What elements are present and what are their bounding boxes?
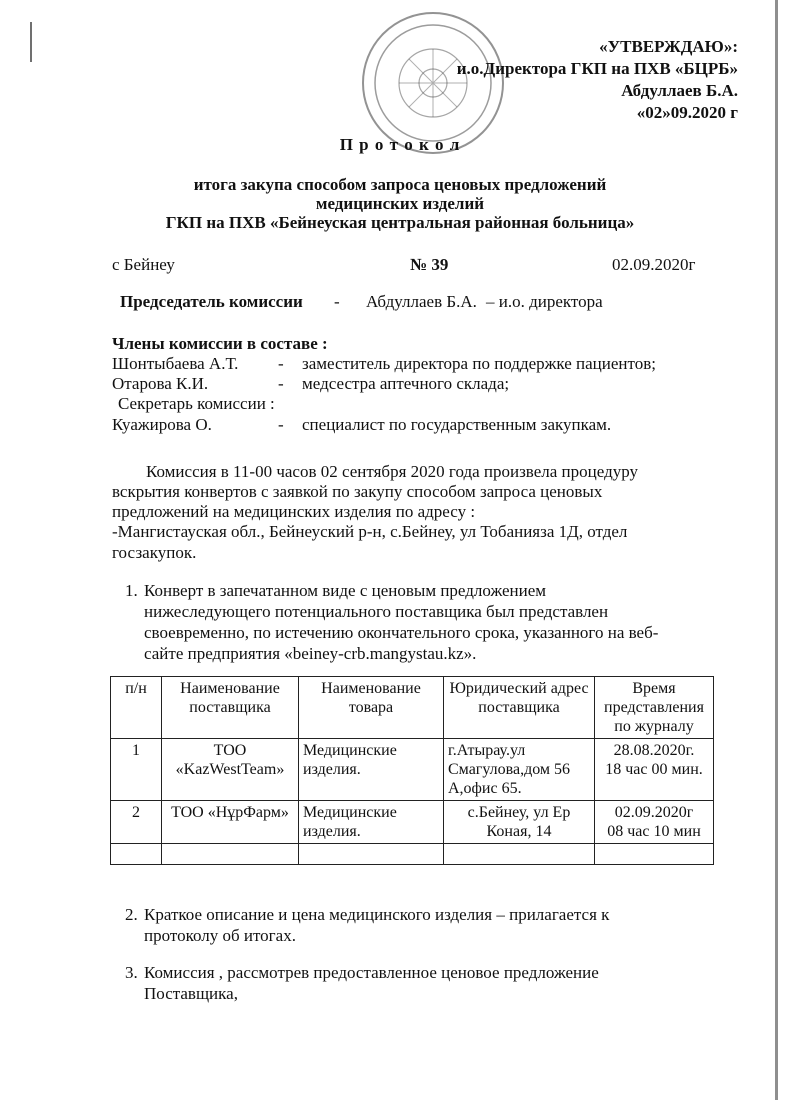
cell-time	[595, 801, 714, 844]
list-number: 3.	[125, 963, 138, 982]
title-line-1: итога закупа способом запроса ценовых предложений	[193, 175, 607, 194]
secretary-dash: -	[278, 415, 284, 434]
intro-line: вскрытия конвертов с заявкой по закупу способом запроса ценовых	[112, 482, 603, 501]
protocol-number: № 39	[410, 255, 449, 274]
title-line-2: медицинских изделий	[315, 194, 485, 213]
cell-address: г.Атырау.ул Смагулова,дом 56 А,офис 65.	[444, 739, 595, 801]
intro-line: -Мангистауская обл., Бейнеуский р-н, с.Бейнеу, ул Тобанияза 1Д, отдел	[112, 522, 628, 541]
cell-number: 1	[111, 739, 162, 801]
col-header-number: п/н	[111, 677, 162, 739]
time-date: 28.08.2020г.	[613, 742, 695, 759]
chairman-name: Абдуллаев Б.А.	[366, 292, 477, 311]
cell-goods: Медицинские изделия.	[299, 739, 444, 801]
time-hour: 08 час 10 мин	[607, 823, 701, 840]
member-role: медсестра аптечного склада;	[302, 374, 510, 393]
members-heading: Члены комиссии в составе :	[112, 334, 328, 353]
intro-line: предложений на медицинских изделия по адресу :	[112, 502, 476, 521]
intro-line: госзакупок.	[112, 543, 197, 562]
approval-block	[457, 36, 738, 124]
member-dash: -	[278, 354, 284, 373]
list-item-2	[125, 904, 734, 946]
document-title: П р о т о к о л	[339, 135, 461, 154]
table-header-row	[111, 677, 714, 739]
approval-name: Абдуллаев Б.А.	[621, 81, 738, 100]
scan-mark	[30, 22, 32, 62]
approval-heading: «УТВЕРЖДАЮ»:	[599, 37, 738, 56]
title-line-3: ГКП на ПХВ «Бейнеуская центральная районная больница»	[165, 213, 635, 232]
list-item-3	[125, 962, 734, 1004]
list-item-line: нижеследующего потенциального поставщика был представлен	[144, 602, 609, 621]
list-item-line: своевременно, по истечению окончательного срока, указанного на веб-	[144, 623, 659, 642]
secretary-name: Куажирова О.	[112, 415, 212, 434]
member-name: Шонтыбаева А.Т.	[112, 354, 239, 373]
col-header-address: Юридический адрес поставщика	[444, 677, 595, 739]
cell-goods: Медицинские изделия.	[299, 801, 444, 844]
chairman-dash: -	[334, 292, 340, 311]
place: с Бейнеу	[112, 255, 175, 274]
chairman-role: – и.о. директора	[486, 292, 603, 311]
secretary-label: Секретарь комиссии :	[118, 394, 275, 413]
list-item-line: Краткое описание и цена медицинского изделия – прилагается к	[144, 905, 610, 924]
member-role: заместитель директора по поддержке пациентов;	[302, 354, 656, 373]
cell-address: с.Бейнеу, ул Ер Коная, 14	[444, 801, 595, 844]
list-item-line: сайте предприятия «beiney-crb.mangystau.kz».	[144, 644, 477, 663]
col-header-time: Время представления по журналу	[595, 677, 714, 739]
member-name: Отарова К.И.	[112, 374, 209, 393]
list-item-line: Конверт в запечатанном виде с ценовым предложением	[144, 581, 547, 600]
member-dash: -	[278, 374, 284, 393]
list-item-line: протоколу об итогах.	[144, 926, 296, 945]
list-number: 2.	[125, 905, 138, 924]
scan-edge-line	[775, 0, 778, 1100]
approval-date: «02»09.2020 г	[636, 103, 738, 122]
protocol-date: 02.09.2020г	[612, 255, 696, 274]
list-item-line: Комиссия , рассмотрев предоставленное ценовое предложение	[144, 963, 599, 982]
approval-position: и.о.Директора ГКП на ПХВ «БЦРБ»	[456, 59, 738, 78]
table-row	[111, 801, 714, 844]
suppliers-table	[110, 676, 714, 865]
table-row	[111, 739, 714, 801]
secretary-role: специалист по государственным закупкам.	[302, 415, 612, 434]
col-header-supplier: Наименование поставщика	[162, 677, 299, 739]
cell-time	[595, 739, 714, 801]
list-item-1	[125, 580, 734, 664]
intro-line: Комиссия в 11-00 часов 02 сентября 2020 года произвела процедуру	[146, 462, 639, 481]
chairman-label: Председатель комиссии	[120, 292, 303, 311]
cell-number: 2	[111, 801, 162, 844]
cell-supplier: ТОО «KazWestTeam»	[162, 739, 299, 801]
table-row-empty	[111, 844, 714, 865]
list-number: 1.	[125, 581, 138, 600]
time-hour: 18 час 00 мин.	[605, 761, 703, 778]
list-item-line: Поставщика,	[144, 984, 238, 1003]
cell-supplier: ТОО «НұрФарм»	[162, 801, 299, 844]
time-date: 02.09.2020г	[614, 804, 694, 821]
col-header-goods: Наименование товара	[299, 677, 444, 739]
